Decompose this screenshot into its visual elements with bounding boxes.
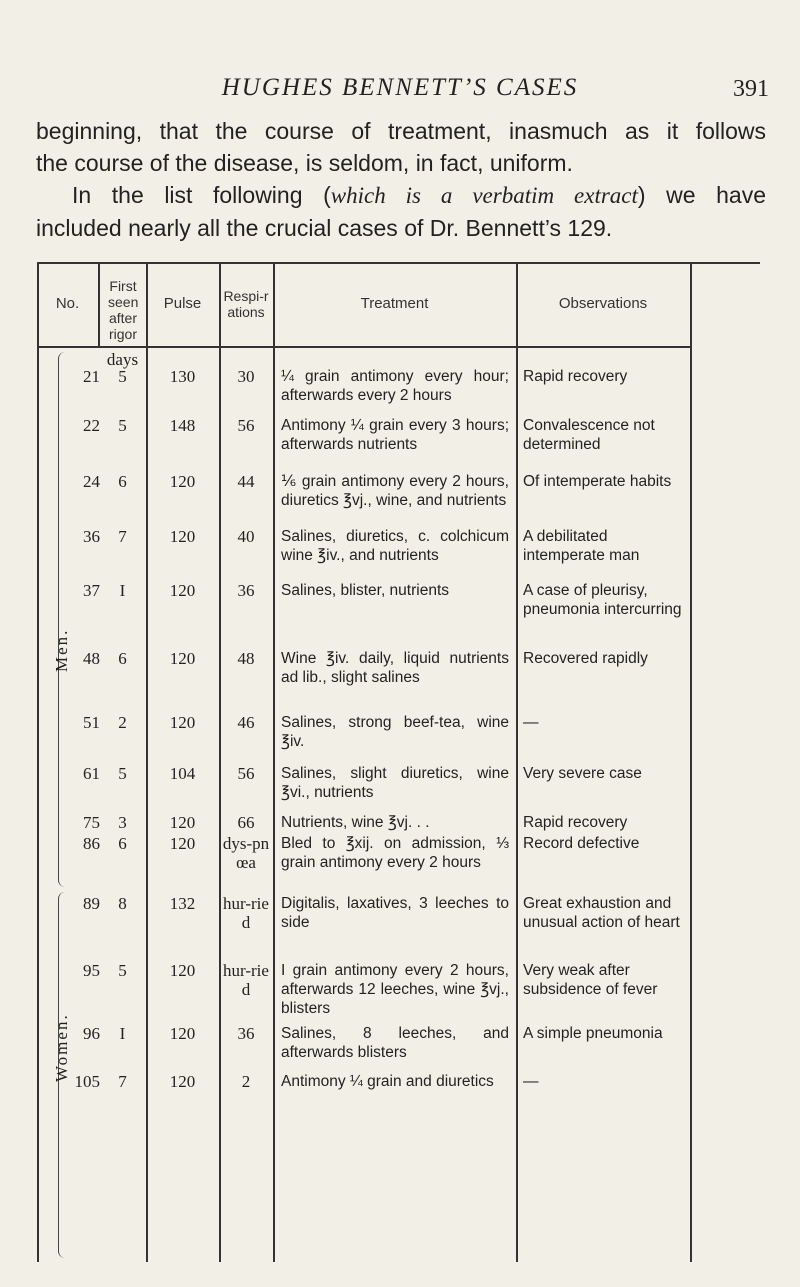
case-number: 24 bbox=[83, 472, 100, 491]
treatment-text: Salines, slight diuretics, wine ℥vi., nutrients bbox=[281, 765, 509, 801]
pulse-value: 120 bbox=[169, 472, 196, 491]
treatment-text: ⅙ grain antimony every 2 hours, diuretics ℥vj., wine, and nutrients bbox=[281, 473, 509, 509]
days-unit-label: days bbox=[106, 350, 139, 369]
pulse-value: 148 bbox=[169, 416, 196, 435]
respirations-value: 30 bbox=[237, 367, 255, 386]
first-seen-value: 5 bbox=[118, 416, 127, 435]
respirations-value: 36 bbox=[237, 581, 255, 600]
pulse-value: 120 bbox=[169, 713, 196, 732]
case-number: 51 bbox=[83, 713, 100, 732]
observations-text: Convalescence not determined bbox=[523, 417, 655, 453]
first-seen-value: I bbox=[119, 581, 126, 600]
pulse-value: 120 bbox=[169, 1024, 196, 1043]
group-label-women: Women. bbox=[52, 1013, 71, 1082]
respirations-value: 40 bbox=[237, 527, 255, 546]
treatment-text: Salines, strong beef-tea, wine ℥iv. bbox=[281, 714, 509, 750]
observations-text: Record defective bbox=[523, 835, 640, 852]
pulse-value: 104 bbox=[169, 764, 196, 783]
treatment-text: Salines, 8 leeches, and afterwards blisters bbox=[281, 1025, 509, 1061]
pulse-value: 120 bbox=[169, 961, 196, 980]
first-seen-value: 5 bbox=[118, 961, 127, 980]
men-brace bbox=[58, 352, 65, 887]
respirations-value: hur-ried bbox=[223, 894, 269, 932]
prose-line: In the list following (which is a verbatim extract) we have bbox=[72, 182, 766, 208]
header-pulse: Pulse bbox=[163, 295, 202, 312]
respirations-value: 2 bbox=[241, 1072, 251, 1091]
intro-paragraph bbox=[36, 115, 766, 244]
respirations-value: hur-ried bbox=[223, 961, 269, 999]
pulse-value: 132 bbox=[169, 894, 196, 913]
respirations-value: 66 bbox=[237, 813, 255, 832]
treatment-text: Antimony ¼ grain and diuretics bbox=[281, 1073, 494, 1090]
treatment-text: I grain antimony every 2 hours, afterwards 12 leeches, wine ℥vj., blisters bbox=[281, 962, 509, 1017]
first-seen-value: 5 bbox=[118, 764, 127, 783]
pulse-value: 130 bbox=[169, 367, 196, 386]
observations-text: A case of pleurisy, pneumonia intercurring bbox=[523, 582, 682, 618]
observations-text: Of intemperate habits bbox=[523, 473, 672, 490]
prose-line: beginning, that the course of treatment, inasmuch as it follows bbox=[36, 118, 766, 144]
treatment-text: Bled to ℥xij. on admission, ⅓ grain antimony every 2 hours bbox=[281, 835, 509, 871]
pulse-value: 120 bbox=[169, 834, 196, 853]
observations-text: Recovered rapidly bbox=[523, 650, 648, 667]
case-number: 37 bbox=[83, 581, 100, 600]
treatment-text: Antimony ¼ grain every 3 hours; afterwards nutrients bbox=[281, 417, 509, 453]
pulse-value: 120 bbox=[169, 527, 196, 546]
treatment-text: ¼ grain antimony every hour; afterwards every 2 hours bbox=[281, 368, 509, 404]
respirations-value: 44 bbox=[237, 472, 255, 491]
pulse-value: 120 bbox=[169, 813, 196, 832]
case-number: 75 bbox=[83, 813, 100, 832]
case-number: 95 bbox=[83, 961, 100, 980]
case-number: 86 bbox=[83, 834, 100, 853]
pulse-value: 120 bbox=[169, 581, 196, 600]
first-seen-value: 7 bbox=[118, 1072, 127, 1091]
respirations-value: dys-pnœa bbox=[222, 834, 270, 872]
pulse-value: 120 bbox=[169, 649, 196, 668]
header-observations: Observations bbox=[558, 295, 648, 312]
first-seen-value: 6 bbox=[118, 834, 127, 853]
first-seen-value: I bbox=[119, 1024, 126, 1043]
case-number: 36 bbox=[83, 527, 100, 546]
header-treatment: Treatment bbox=[360, 295, 429, 312]
first-seen-value: 2 bbox=[118, 713, 127, 732]
case-number: 105 bbox=[74, 1072, 100, 1091]
header-no: No. bbox=[55, 295, 80, 312]
group-label-men: Men. bbox=[52, 628, 71, 672]
prose-line: included nearly all the crucial cases of Dr. Bennett’s 129. bbox=[36, 215, 613, 241]
observations-text: Great exhaustion and unusual action of heart bbox=[523, 895, 680, 931]
observations-text: — bbox=[523, 1073, 539, 1090]
header-respirations: Respi-rations bbox=[223, 288, 269, 320]
observations-text: Very weak after subsidence of fever bbox=[523, 962, 658, 998]
case-number: 48 bbox=[83, 649, 100, 668]
respirations-value: 56 bbox=[237, 764, 255, 783]
case-number: 96 bbox=[83, 1024, 100, 1043]
respirations-value: 56 bbox=[237, 416, 255, 435]
treatment-text: Wine ℥iv. daily, liquid nutrients ad lib., slight salines bbox=[281, 650, 509, 686]
treatment-text: Salines, blister, nutrients bbox=[281, 582, 450, 599]
observations-text: A debilitated intemperate man bbox=[523, 528, 640, 564]
case-number: 21 bbox=[83, 367, 100, 386]
prose-line: the course of the disease, is seldom, in fact, uniform. bbox=[36, 150, 573, 176]
treatment-text: Salines, diuretics, c. colchicum wine ℥iv., and nutrients bbox=[281, 528, 509, 564]
first-seen-value: 8 bbox=[118, 894, 127, 913]
first-seen-value: 3 bbox=[118, 813, 127, 832]
observations-text: Rapid recovery bbox=[523, 814, 628, 831]
case-number: 89 bbox=[83, 894, 100, 913]
running-head: HUGHES BENNETT’S CASES bbox=[221, 74, 579, 101]
page-number: 391 bbox=[733, 76, 769, 102]
respirations-value: 46 bbox=[237, 713, 255, 732]
header-first-seen: First seen after rigor bbox=[108, 278, 139, 342]
respirations-value: 36 bbox=[237, 1024, 255, 1043]
case-number: 22 bbox=[83, 416, 100, 435]
observations-text: A simple pneumonia bbox=[523, 1025, 663, 1042]
cases-table bbox=[0, 262, 800, 1262]
respirations-value: 48 bbox=[237, 649, 255, 668]
first-seen-value: 5 bbox=[118, 367, 127, 386]
case-number: 61 bbox=[83, 764, 100, 783]
treatment-text: Digitalis, laxatives, 3 leeches to side bbox=[281, 895, 509, 931]
first-seen-value: 6 bbox=[118, 472, 127, 491]
first-seen-value: 6 bbox=[118, 649, 127, 668]
observations-text: Rapid recovery bbox=[523, 368, 628, 385]
first-seen-value: 7 bbox=[118, 527, 127, 546]
pulse-value: 120 bbox=[169, 1072, 196, 1091]
observations-text: Very severe case bbox=[523, 765, 642, 782]
treatment-text: Nutrients, wine ℥vj. . . bbox=[281, 814, 430, 831]
observations-text: — bbox=[523, 714, 539, 731]
